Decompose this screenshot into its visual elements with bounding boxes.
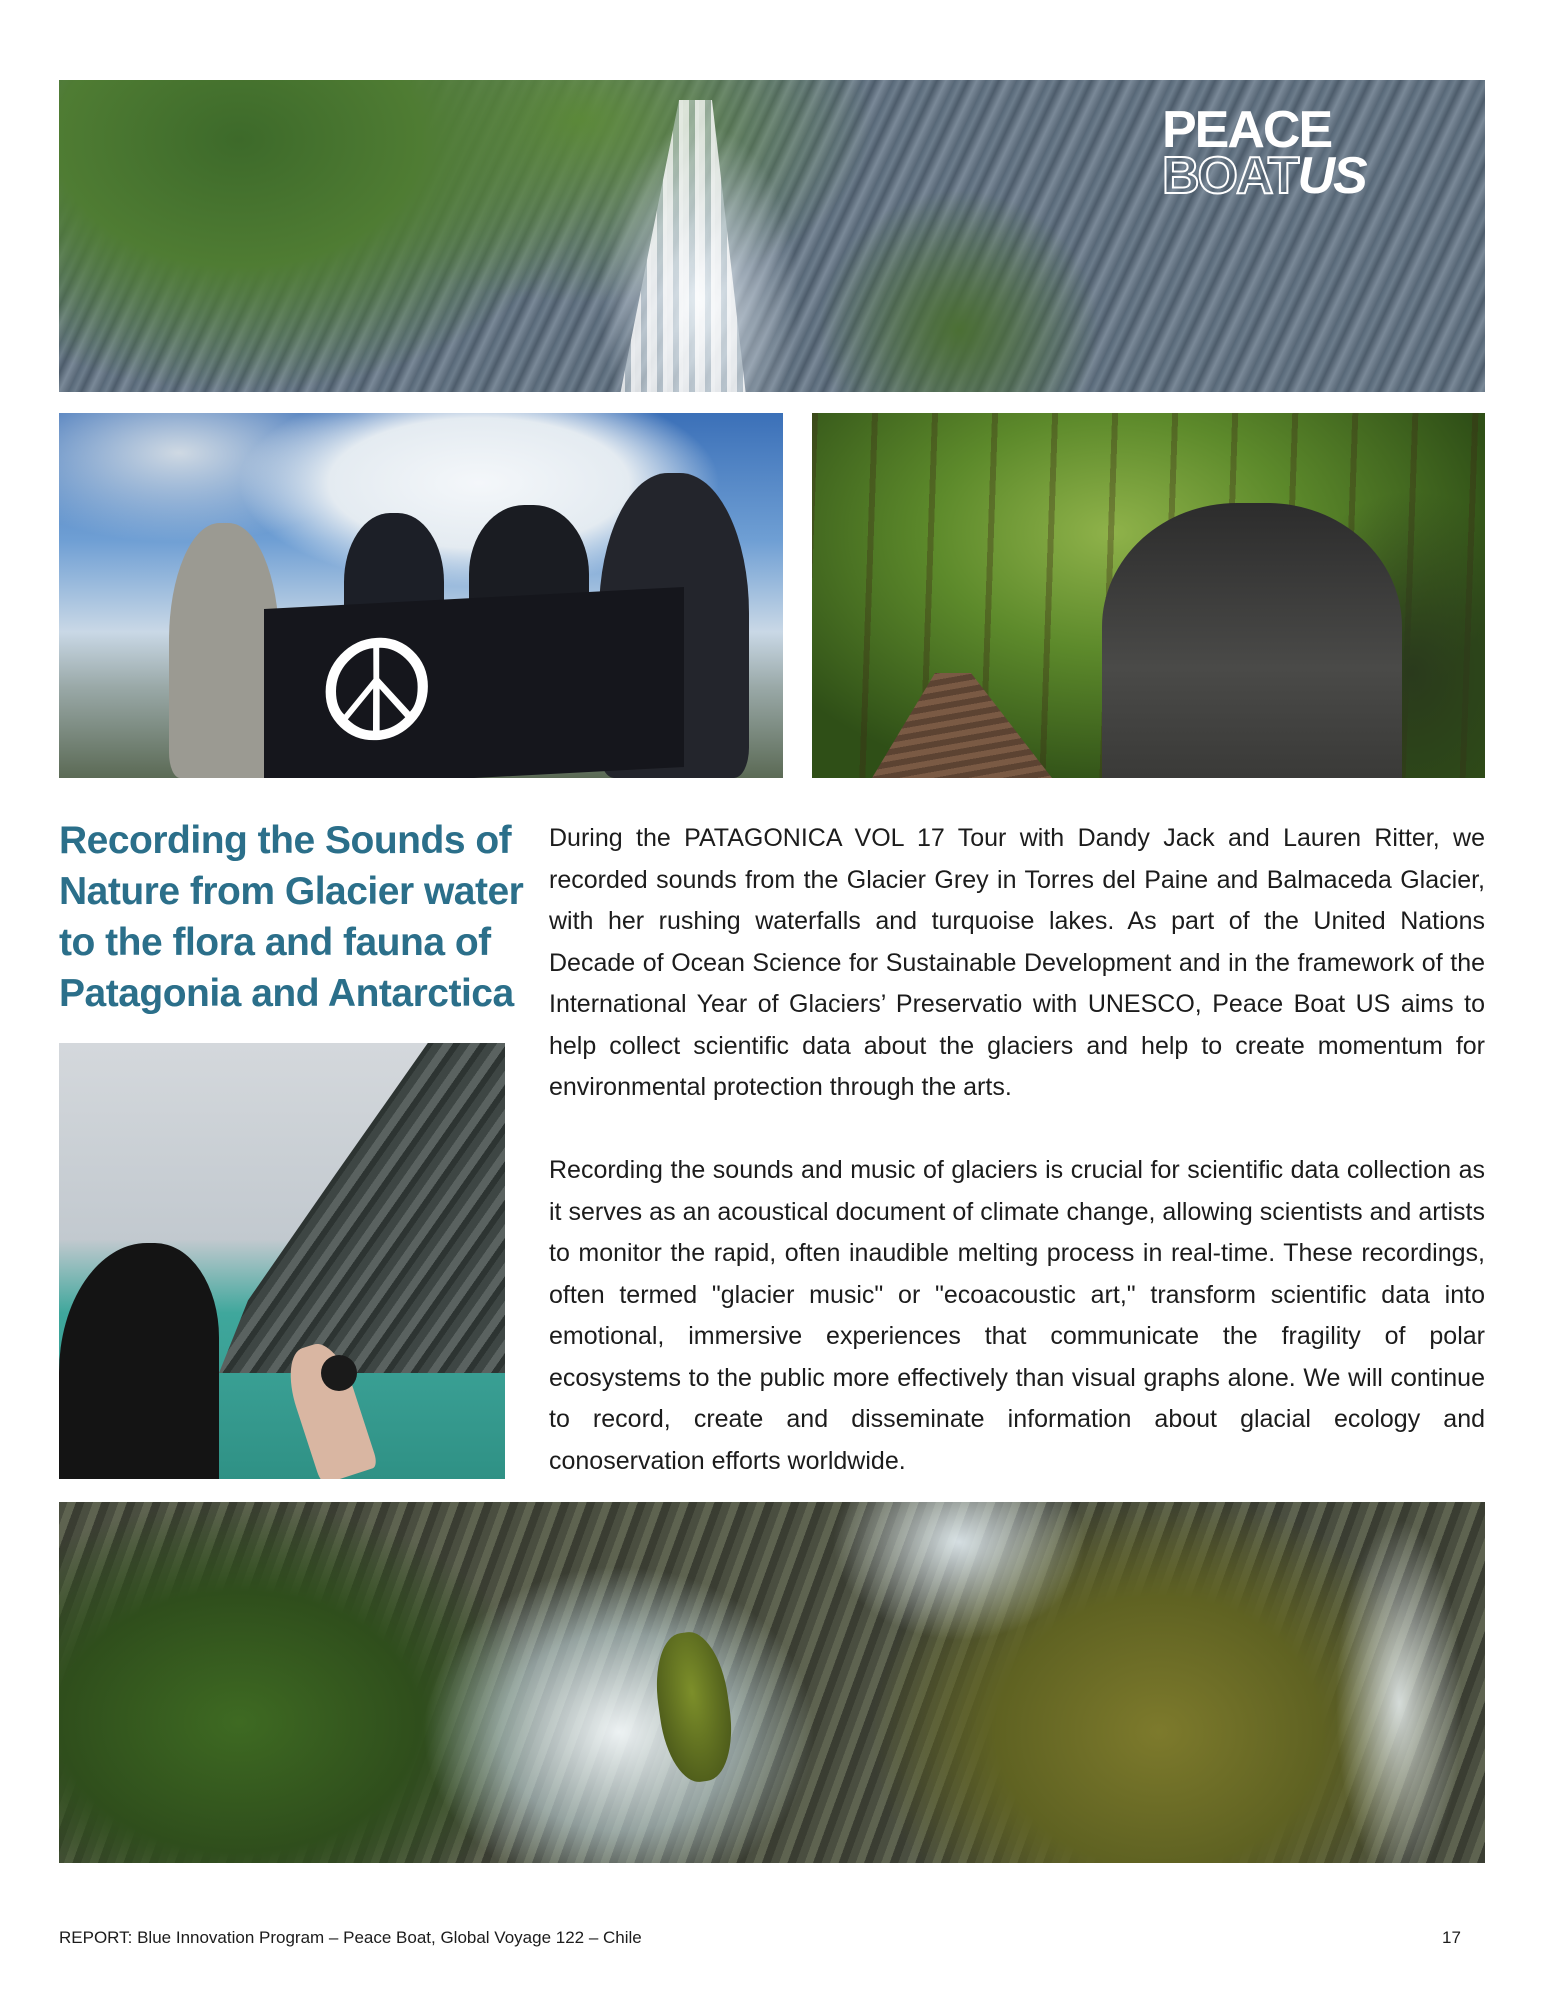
article-heading: Recording the Sounds of Nature from Glacier water to the flora and fauna of Patagonia and Antarctica <box>59 819 524 1015</box>
article-paragraph-1: During the PATAGONICA VOL 17 Tour with Dandy Jack and Lauren Ritter, we recorded sounds from the Glacier Grey in Torres del Paine and Balmaceda Glacier, with her rushing waterfalls and turquoise lakes. As part of the United Nations Decade of Ocean Science for Sustainable Development and in the framework of the International Year of Glaciers’ Preservatio with UNESCO, Peace Boat US aims to help collect scientific data about the glaciers and help to create momentum for environmental protection through the arts. <box>549 824 1485 1101</box>
page-footer <box>59 1928 1459 1954</box>
logo-line-2 <box>1162 147 1366 205</box>
footer-report-title: REPORT: Blue Innovation Program – Peace Boat, Global Voyage 122 – Chile <box>59 1928 642 1947</box>
logo-line-1: PEACE <box>1162 101 1332 159</box>
page-number: 17 <box>1442 1928 1461 1947</box>
peace-flag <box>264 587 684 778</box>
waterfall-stream <box>619 100 769 392</box>
moss-rock <box>649 1628 739 1786</box>
cliff-face <box>219 1043 505 1373</box>
peace-symbol-icon: ☮ <box>314 608 430 778</box>
article-body <box>549 818 1485 1482</box>
person-silhouette <box>169 523 279 778</box>
group-flag-photo <box>59 413 783 778</box>
cascade-waterfall-photo <box>59 1502 1485 1863</box>
boardwalk-path <box>872 673 1052 778</box>
microphone-icon <box>321 1355 357 1391</box>
person-recording-silhouette <box>1102 503 1402 778</box>
article-paragraph-2: Recording the sounds and music of glaciers is crucial for scientific data collection as it serves as an acoustical document of climate change, allowing scientists and artists to monitor the rapid, often inaudible melting process in real-time. These recordings, often termed "glacier music" or "ecoacoustic art," transform scientific data into emotional, immersive experiences that communicate the fragility of polar ecosystems to the public more effectively than visual graphs alone. We will continue to record, create and disseminate information about glacial ecology and conoservation efforts worldwide. <box>549 1156 1485 1475</box>
peace-boat-us-logo <box>1162 101 1452 205</box>
logo-line-2-outline: BOAT <box>1162 147 1298 205</box>
hooded-person-silhouette <box>59 1243 219 1479</box>
logo-line-2-solid: US <box>1297 147 1366 205</box>
fjord-recording-photo <box>59 1043 505 1479</box>
forest-recording-photo <box>812 413 1485 778</box>
